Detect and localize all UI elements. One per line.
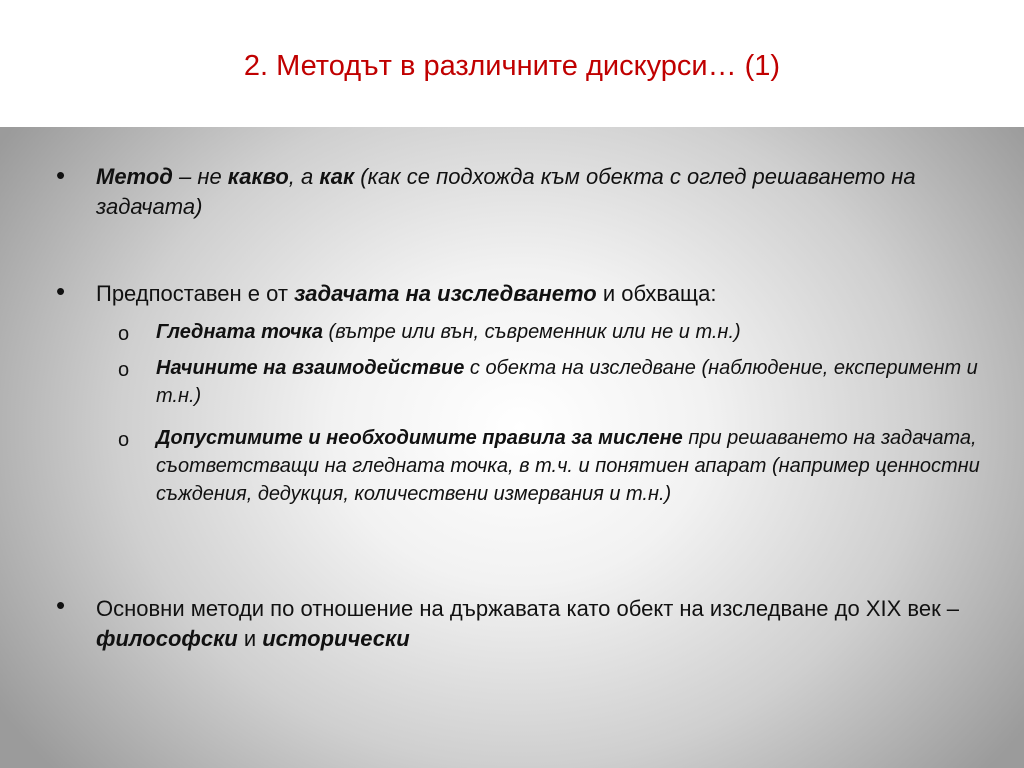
term-rules: Допустимите и необходимите правила за мислене: [156, 427, 683, 449]
term-philosophical: философски: [96, 626, 238, 651]
term-historical: исторически: [262, 626, 410, 651]
sub-item-viewpoint: [156, 318, 996, 346]
text-segment: , а: [288, 164, 320, 189]
bullet-marker: •: [56, 590, 66, 620]
sub-bullet-marker: o: [118, 429, 130, 451]
text-segment: (вътре или вън, съвременник или не и т.н.): [323, 321, 741, 343]
title-bar: [0, 0, 1024, 127]
term-how: как: [319, 164, 355, 189]
term-method: Метод: [96, 164, 173, 189]
sub-item-rules: [156, 424, 996, 508]
slide-title: 2. Методът в различните дискурси… (1): [243, 50, 781, 82]
text-segment: и: [237, 626, 263, 651]
text-segment: и обхваща:: [596, 281, 717, 306]
term-what: какво: [227, 164, 289, 189]
term-research-task: задачата на изследването: [294, 281, 597, 306]
bullet-marker: •: [56, 160, 66, 190]
text-segment: при решаването на задачата, съответстващи на гледната точка, в т.ч. и понятиен апарат (например ценностни съждения, дедукция, количествени измервания и т.н.): [156, 427, 980, 505]
term-interaction: Начините на взаимодействие: [156, 357, 465, 379]
bullet-marker: •: [56, 276, 66, 306]
bullet-main-methods: [96, 594, 976, 654]
text-segment: Основни методи по отношение на държавата като обект на изследване до XIX век –: [96, 596, 960, 621]
text-segment: (как се подхожда към обекта с оглед решаването на задачата): [96, 164, 916, 219]
sub-bullet-marker: o: [118, 359, 130, 381]
bullet-presupposed: [96, 279, 976, 309]
bullet-method: [96, 162, 976, 222]
sub-item-interaction: [156, 354, 996, 410]
term-viewpoint: Гледната точка: [156, 321, 323, 343]
sub-bullet-marker: o: [118, 323, 130, 345]
text-segment: – не: [172, 164, 228, 189]
text-segment: с обекта на изследване (наблюдение, експеримент и т.н.): [156, 357, 978, 407]
text-segment: Предпоставен е от: [96, 281, 295, 306]
